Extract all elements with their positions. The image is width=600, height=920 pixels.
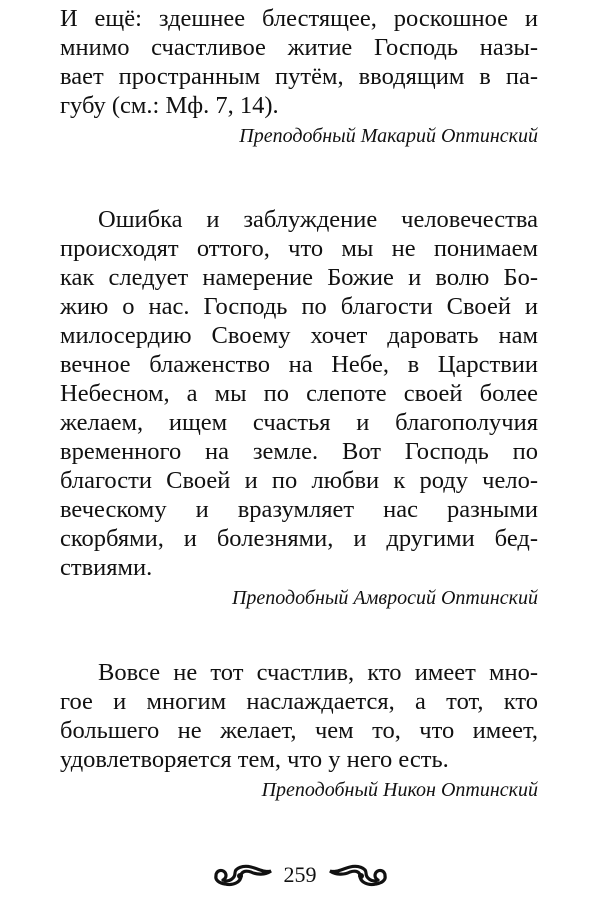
quote-1 — [60, 4, 538, 150]
text-line: Ошибка и заблуждение человечества — [98, 206, 538, 233]
text-line: губу (см.: Мф. 7, 14). — [60, 92, 279, 119]
quote-author: Преподобный Макарий Оптинский — [239, 125, 538, 147]
text-line: Вовсе не тот счастлив, кто имеет мно- — [98, 659, 538, 686]
scroll-ornament-left-icon — [210, 862, 274, 888]
scroll-ornament-right-icon — [327, 862, 391, 888]
quote-2 — [60, 205, 538, 612]
page-number: 259 — [283, 862, 317, 887]
text-line: вает пространным путём, вводящим в па- — [60, 63, 538, 90]
text-line: жию о нас. Господь по благости Своей и — [60, 293, 538, 320]
text-line: гое и многим наслаждается, а тот, кто — [60, 688, 538, 715]
text-line: благости Своей и по любви к роду чело- — [60, 467, 538, 494]
text-line: временного на земле. Вот Господь по — [60, 438, 538, 465]
text-line: ствиями. — [60, 554, 153, 581]
quote-text — [60, 658, 538, 774]
text-line: вечное блаженство на Небе, в Царствии — [60, 351, 538, 378]
text-line: происходят оттого, что мы не понимаем — [60, 235, 538, 262]
text-line: мнимо счастливое житие Господь назы- — [60, 34, 538, 61]
text-line: И ещё: здешнее блестящее, роскошное и — [60, 5, 538, 32]
page-footer — [0, 858, 600, 892]
text-line: веческому и вразумляет нас разными — [60, 496, 538, 523]
quote-author: Преподобный Амвросий Оптинский — [231, 587, 538, 609]
text-line: Небесном, а мы по слепоте своей более — [60, 380, 538, 407]
text-line: скорбями, и болезнями, и другими бед- — [60, 525, 538, 552]
text-line: желаем, ищем счастья и благополучия — [60, 409, 538, 436]
quote-text — [60, 4, 538, 120]
quote-3 — [60, 658, 538, 804]
quote-text — [60, 205, 538, 582]
text-line: большего не желает, чем то, что имеет, — [60, 717, 538, 744]
text-line: удовлетворяется тем, что у него есть. — [60, 746, 449, 773]
text-line: милосердию Своему хочет даровать нам — [60, 322, 538, 349]
quote-author: Преподобный Никон Оптинский — [261, 779, 538, 801]
text-line: как следует намерение Божие и волю Бо- — [60, 264, 538, 291]
